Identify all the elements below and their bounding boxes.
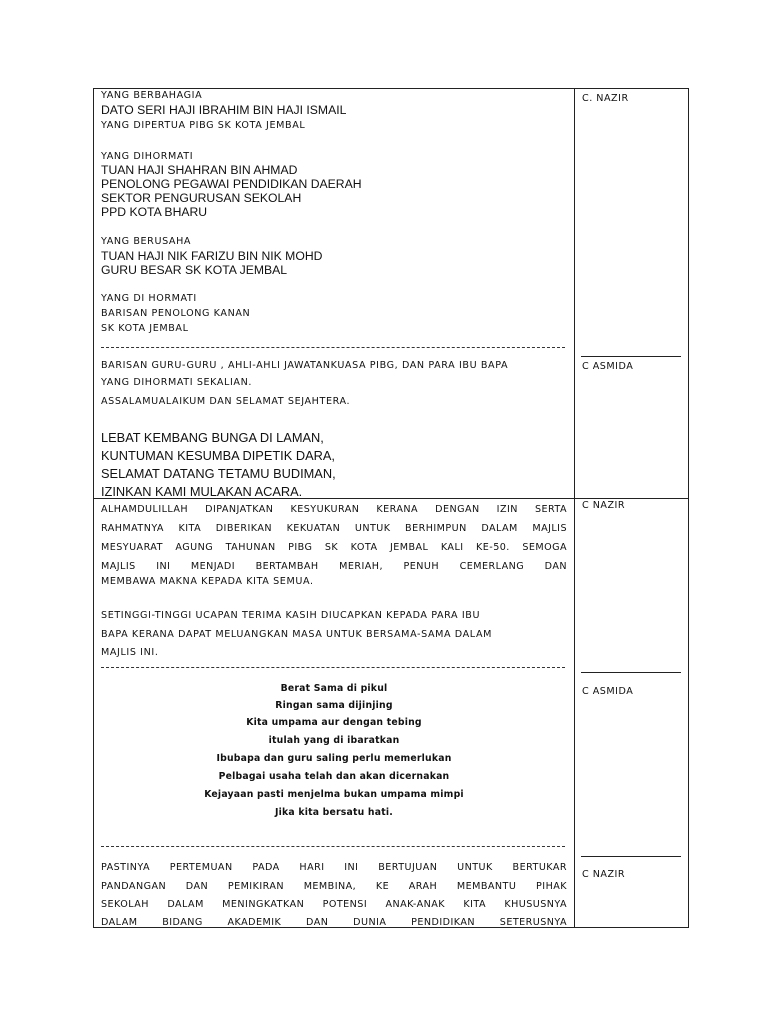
dashed-divider (101, 347, 565, 348)
salutation-line: SEKTOR PENGURUSAN SEKOLAH (101, 191, 302, 205)
pantun-line: LEBAT KEMBANG BUNGA DI LAMAN, (101, 430, 324, 445)
dashed-divider (101, 846, 565, 847)
salutation-line: PPD KOTA BHARU (101, 205, 208, 219)
opening-line: ALHAMDULILLAH DIPANJATKAN KESYUKURAN KERANA DENGAN IZIN SERTA (101, 504, 567, 515)
opening-line: RAHMATNYA KITA DIBERIKAN KEKUATAN UNTUK BERHIMPUN DALAM MAJLIS (101, 523, 567, 534)
speaker-label: C NAZIR (582, 500, 626, 511)
poem-line: Ibubapa dan guru saling perlu memerlukan (216, 753, 452, 764)
salutation-line: PENOLONG PEGAWAI PENDIDIKAN DAERAH (101, 177, 362, 191)
speaker-label: C ASMIDA (582, 686, 634, 697)
salutation-name: TUAN HAJI NIK FARIZU BIN NIK MOHD (101, 249, 323, 263)
poem-line: Kejayaan pasti menjelma bukan umpama mimpi (204, 789, 464, 800)
poem-line: Ringan sama dijinjing (275, 700, 393, 711)
salutation-line: SK KOTA JEMBAL (101, 323, 189, 334)
closing-line: SEKOLAH DALAM MENINGKATKAN POTENSI ANAK-ANAK KITA KHUSUSNYA (101, 899, 567, 910)
poem-line: itulah yang di ibaratkan (268, 735, 400, 746)
salutation-heading: YANG DIHORMATI (101, 151, 194, 162)
closing-line: PANDANGAN DAN PEMIKIRAN MEMBINA, KE ARAH MEMBANTU PIHAK (101, 881, 567, 892)
poem-line: Pelbagai usaha telah dan akan dicernakan (218, 771, 450, 782)
closing-line: PASTINYA PERTEMUAN PADA HARI INI BERTUJUAN UNTUK BERTUKAR (101, 862, 567, 873)
salutation-heading: YANG DI HORMATI (101, 293, 197, 304)
salutation-line: BARISAN PENOLONG KANAN (101, 308, 251, 319)
greeting-line: YANG DIHORMATI SEKALIAN. (101, 377, 253, 388)
salutation-name: TUAN HAJI SHAHRAN BIN AHMAD (101, 163, 298, 177)
opening-line: MAJLIS INI MENJADI BERTAMBAH MERIAH, PENUH CEMERLANG DAN (101, 561, 567, 572)
thanks-line: BAPA KERANA DAPAT MELUANGKAN MASA UNTUK BERSAMA-SAMA DALAM (101, 629, 492, 640)
pantun-line: IZINKAN KAMI MULAKAN ACARA. (101, 484, 303, 499)
salutation-heading: YANG BERUSAHA (101, 236, 192, 247)
speaker-separator (581, 356, 681, 357)
closing-line: DALAM BIDANG AKADEMIK DAN DUNIA PENDIDIKAN SETERUSNYA (101, 917, 567, 926)
salutation-title: YANG DIPERTUA PIBG SK KOTA JEMBAL (101, 120, 306, 131)
pantun-line: KUNTUMAN KESUMBA DIPETIK DARA, (101, 448, 335, 463)
salutation-heading: YANG BERBAHAGIA (101, 90, 203, 101)
thanks-line: MAJLIS INI. (101, 647, 159, 658)
poem-line: Berat Sama di pikul (280, 683, 388, 694)
pantun-line: SELAMAT DATANG TETAMU BUDIMAN, (101, 466, 336, 481)
thanks-line: SETINGGI-TINGGI UCAPAN TERIMA KASIH DIUCAPKAN KEPADA PARA IBU (101, 610, 481, 621)
speaker-separator (581, 672, 681, 673)
speaker-label: C. NAZIR (582, 93, 629, 104)
speaker-separator (581, 856, 681, 857)
greeting-line: BARISAN GURU-GURU , AHLI-AHLI JAWATANKUASA PIBG, DAN PARA IBU BAPA (101, 360, 509, 371)
greeting-line: ASSALAMUALAIKUM DAN SELAMAT SEJAHTERA. (101, 396, 351, 407)
opening-line: MEMBAWA MAKNA KEPADA KITA SEMUA. (101, 576, 314, 587)
column-divider (574, 88, 575, 928)
speaker-label: C NAZIR (582, 869, 626, 880)
poem-line: Jika kita bersatu hati. (275, 807, 393, 818)
opening-line: MESYUARAT AGUNG TAHUNAN PIBG SK KOTA JEMBAL KALI KE-50. SEMOGA (101, 542, 567, 553)
poem-line: Kita umpama aur dengan tebing (246, 717, 422, 728)
speaker-label: C ASMIDA (582, 361, 634, 372)
salutation-line: GURU BESAR SK KOTA JEMBAL (101, 263, 288, 277)
dashed-divider (101, 667, 565, 668)
salutation-name: DATO SERI HAJI IBRAHIM BIN HAJI ISMAIL (101, 103, 347, 117)
